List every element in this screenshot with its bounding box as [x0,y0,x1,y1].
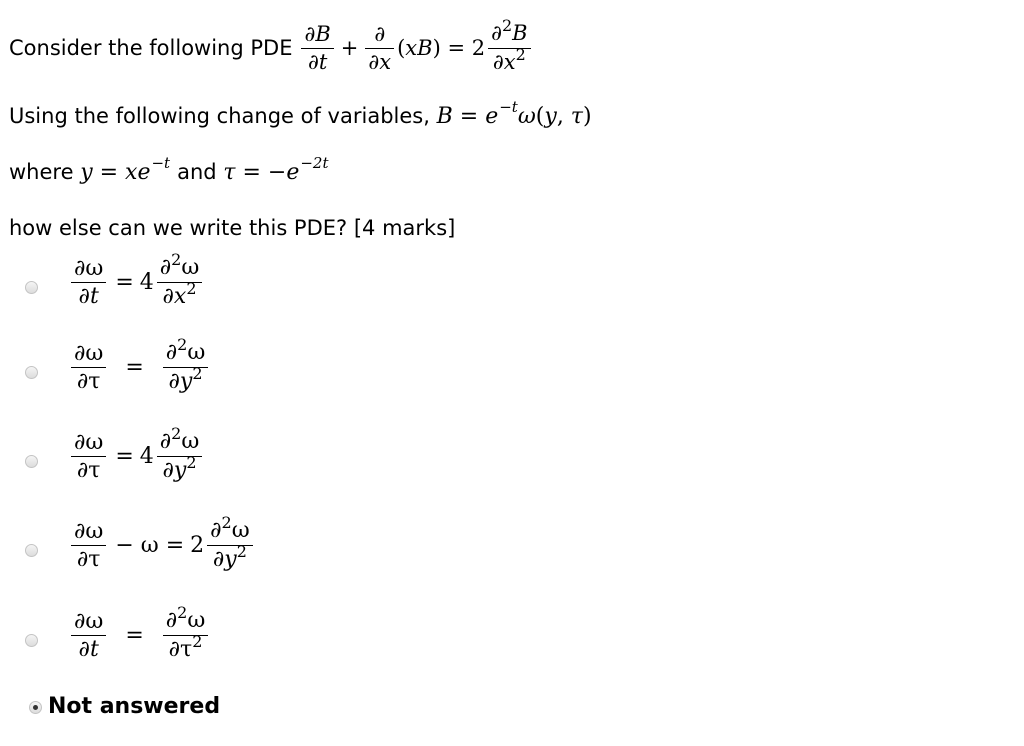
change-of-variables-text: Using the following change of variables, [9,104,430,128]
not-answered-label[interactable]: Not answered [48,694,221,719]
option-1-radio[interactable] [25,281,38,294]
substitution-b: $B = e^{-t}\omega(y$, τ) [436,98,592,129]
option-2-radio[interactable] [25,366,38,379]
definition-tau: $\tau = -e^{-2t}$ [223,154,329,185]
option-2-equation[interactable]: $\frac{\partial\omega}{\partial\tau}$ = $\frac{\partial^2\omega}{\partial y^2}$ [68,339,211,396]
not-answered-radio[interactable] [29,701,42,714]
option-labels [0,0,1,1]
definition-y: $y = xe^{-t}$ [80,154,171,185]
where-text: where [9,160,74,184]
where-line [9,154,329,185]
pde-equation: $\frac{\partial B}{\partial t}$ + $\frac{\partial}{\partial x}$ (xB) = 2 $\frac{\partial^2B}{\partial x^2}$ [298,20,533,77]
pde-term-ddx: $\frac{\partial}{\partial x}$ [365,21,394,76]
pde-term-d2bdx2: $\frac{\partial^2B}{\partial x^2}$ [488,20,530,77]
option-5-equation[interactable]: $\frac{\partial\omega}{\partial t}$ = $\frac{\partial^2\omega}{\partial\tau^2}$ [68,607,211,664]
and-text: and [177,160,217,184]
change-of-variables-line [9,98,592,129]
option-4-equation[interactable]: $\frac{\partial\omega}{\partial\tau}$ − ω = 2 $\frac{\partial^2\omega}{\partial y^2}$ [68,517,256,574]
option-4-radio[interactable] [25,544,38,557]
option-3-equation[interactable]: $\frac{\partial\omega}{\partial\tau}$ = 4 $\frac{\partial^2\omega}{\partial y^2}$ [68,428,205,485]
pde-statement [9,12,534,84]
pde-term-dbdt: $\frac{\partial B}{\partial t}$ [301,21,333,76]
option-5-radio[interactable] [25,634,38,647]
question-prompt: how else can we write this PDE? [4 marks] [9,216,456,240]
pde-intro-text: Consider the following PDE [9,36,293,60]
option-3-radio[interactable] [25,455,38,468]
option-1-label [0,0,1,1]
option-1-equation[interactable]: $\frac{\partial\omega}{\partial t}$ = 4 $\frac{\partial^2\omega}{\partial x^2}$ [68,254,205,311]
